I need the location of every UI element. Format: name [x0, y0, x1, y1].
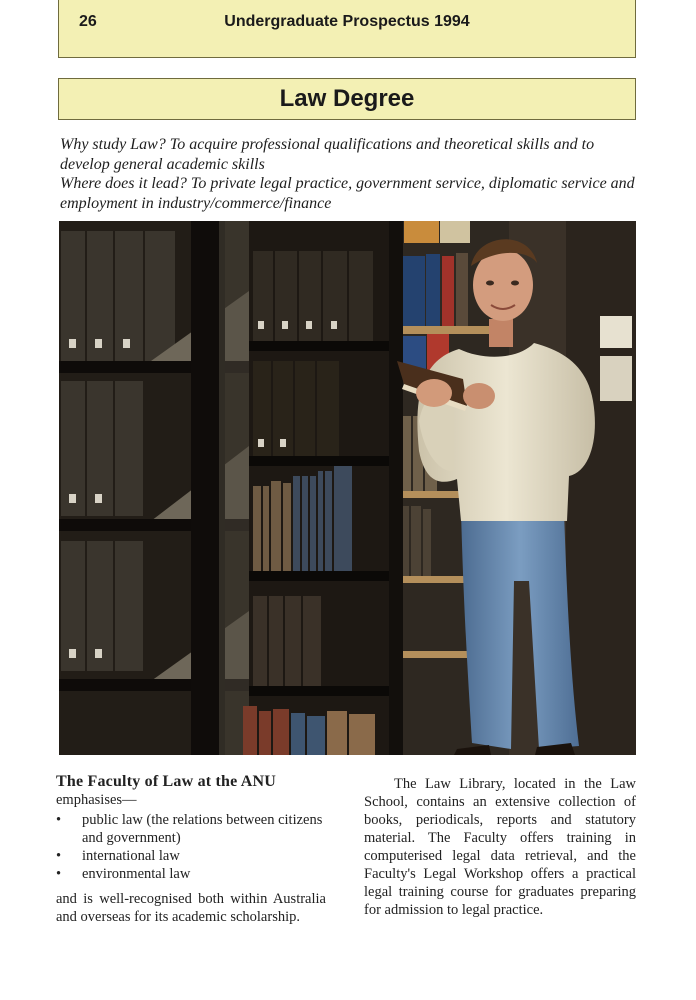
list-item: • public law (the relations between citizens and government) — [56, 811, 326, 847]
intro-where: Where does it lead? To private legal practice, government service, diplomatic service and employment in industry/commerce/finance — [60, 175, 635, 212]
page-title: Law Degree — [58, 78, 636, 120]
list-item: • international law — [56, 847, 326, 865]
intro-text — [60, 135, 640, 213]
page-number: 26 — [79, 13, 97, 30]
faculty-lead: emphasises— — [56, 792, 137, 808]
intro-why: Why study Law? To acquire professional qualifications and theoretical skills and to develop general academic skills — [60, 136, 595, 173]
library-paragraph: The Law Library, located in the Law School, contains an extensive collection of books, periodicals, reports and statutory material. The Faculty offers training in computerised legal data retrieval, and the Faculty's Legal Workshop offers a practical legal training course for graduates preparing for admission to legal practice. — [364, 776, 636, 918]
faculty-section — [56, 773, 326, 926]
list-item: • environmental law — [56, 865, 326, 883]
running-header — [58, 0, 636, 58]
library-photo-illustration — [59, 221, 636, 755]
faculty-closing: and is well-recognised both within Australia and overseas for its academic scholarship. — [56, 891, 326, 925]
emphasis-list — [56, 811, 326, 883]
running-title: Undergraduate Prospectus 1994 — [224, 13, 470, 30]
library-photo — [59, 221, 636, 755]
faculty-heading: The Faculty of Law at the ANU — [56, 773, 277, 790]
